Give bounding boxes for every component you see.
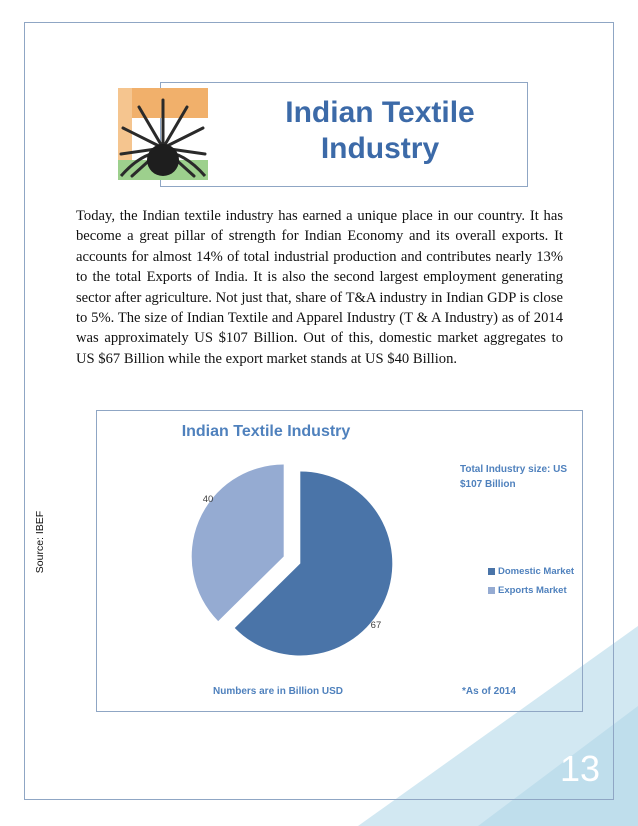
chart-legend: [488, 562, 574, 600]
legend-swatch-exports: [488, 587, 495, 594]
page-title: Indian Textile Industry: [285, 96, 475, 165]
legend-swatch-domestic: [488, 568, 495, 575]
chart-units-note: Numbers are in Billion USD: [213, 686, 344, 697]
pie-chart: [96, 410, 583, 712]
data-label-exports: 40: [202, 493, 214, 505]
body-paragraph: Today, the Indian textile industry has earned a unique place in our country. It has become a great pillar of strength for Indian Economy and its overall exports. It accounts for almost 14% of total industrial production and contributes nearly 13% to the total Exports of India. It is also the second largest employment generating sector after agriculture. Not just that, share of T&A industry in Indian GDP is close to 5%. The size of Indian Textile and Apparel Industry (T & A Industry) as of 2014 was approximately US $107 Billion. Out of this, domestic market aggregates to US $67 Billion while the export market stands at US $40 Billion.: [76, 208, 563, 367]
source-label: Source: IBEF: [34, 510, 46, 574]
ashoka-chakra-icon: [118, 88, 208, 180]
legend-label-exports: Exports Market: [498, 585, 567, 596]
chart-total-note: Total Industry size: US $107 Billion: [460, 464, 568, 490]
legend-item-domestic: [488, 562, 574, 581]
legend-item-exports: [488, 581, 574, 600]
chart-title: Indian Textile Industry: [181, 423, 351, 440]
legend-label-domestic: Domestic Market: [498, 566, 575, 577]
chart-date-note: *As of 2014: [462, 686, 516, 697]
page-number: 13: [560, 748, 601, 789]
data-label-domestic: 67: [370, 620, 382, 632]
